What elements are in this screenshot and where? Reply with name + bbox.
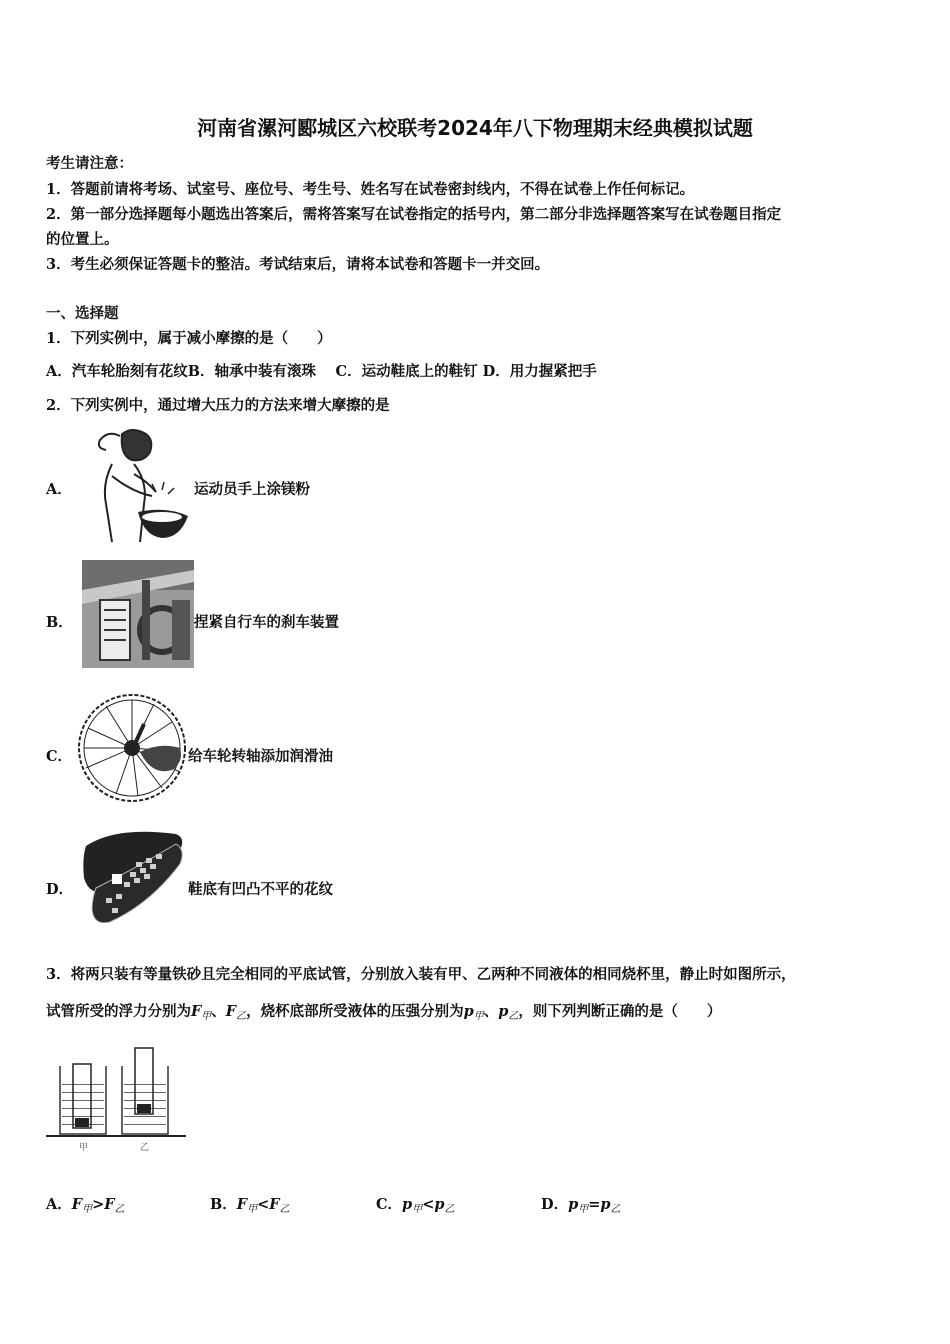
beaker-label-jia: 甲 (79, 1143, 89, 1153)
notice-item-2-cont: 的位置上。 (46, 231, 119, 248)
q2-option-d-label: D． (46, 881, 74, 898)
notice-item-1: 1．答题前请将考场、试室号、座位号、考生号、姓名写在试卷密封线内，不得在试卷上作任何标记。 (46, 181, 695, 198)
q3-option-b: B．$F_甲<F_乙$ (210, 1196, 290, 1215)
q2-option-b-text: 捏紧自行车的刹车装置 (194, 614, 339, 631)
q3-option-c: C．$p_甲<p_乙$ (376, 1196, 455, 1215)
section-heading: 一、选择题 (46, 305, 119, 322)
q1-stem: 1．下列实例中，属于减小摩擦的是（ ） (46, 330, 332, 347)
wheel-axle-oil-figure (76, 692, 188, 804)
shoe-sole-figure (76, 828, 188, 926)
q2-option-a-text: 运动员手上涂镁粉 (194, 481, 310, 498)
q2-stem: 2．下列实例中，通过增大压力的方法来增大摩擦的是 (46, 397, 390, 414)
page-title: 河南省漯河郾城区六校联考2024年八下物理期末经典模拟试题 (197, 116, 753, 140)
q2-option-c-text: 给车轮转轴添加润滑油 (188, 748, 333, 765)
q3-option-d: D．$p_甲=p_乙$ (541, 1196, 621, 1215)
notice-heading: 考生请注意： (46, 155, 133, 172)
notice-item-3: 3．考生必须保证答题卡的整洁。考试结束后，请将本试卷和答题卡一并交回。 (46, 256, 550, 273)
q3-option-a: A．$F_甲>F_乙$ (46, 1196, 125, 1215)
q1-options: A．汽车轮胎刻有花纹B．轴承中装有滚珠 C．运动鞋底上的鞋钉 D．用力握紧把手 (46, 363, 597, 380)
q2-option-a-label: A． (46, 481, 72, 498)
bicycle-brake-photo (82, 560, 194, 668)
q3-line1: 3．将两只装有等量铁砂且完全相同的平底试管，分别放入装有甲、乙两种不同液体的相同烧杯里，静止时如图所示， (46, 966, 796, 983)
beaker-label-yi: 乙 (140, 1143, 150, 1153)
beakers-test-tubes-figure (46, 1044, 186, 1156)
q3-line2: 试管所受的浮力分别为$F_甲$、$F_乙$，烧杯底部所受液体的压强分别为$p_甲$、$p_乙$，则下列判断正确的是（ ） (46, 1003, 722, 1022)
q2-option-c-label: C． (46, 748, 73, 765)
notice-item-2: 2．第一部分选择题每小题选出答案后，需将答案写在试卷指定的括号内，第二部分非选择题答案写在试卷题目指定 (46, 206, 782, 223)
q2-option-d-text: 鞋底有凹凸不平的花纹 (188, 881, 333, 898)
q2-option-b-label: B． (46, 614, 73, 631)
athlete-chalk-figure (82, 424, 194, 544)
